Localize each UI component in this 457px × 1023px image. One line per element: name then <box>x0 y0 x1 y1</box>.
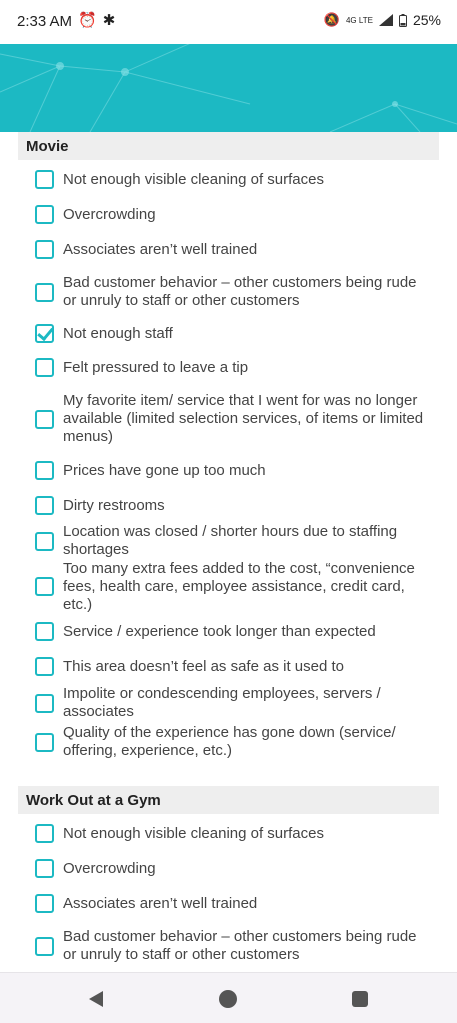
section-title: Work Out at a Gym <box>18 786 439 814</box>
checkbox-option[interactable] <box>0 197 457 232</box>
checkbox-option[interactable] <box>0 385 457 453</box>
status-time: 2:33 AM <box>17 13 73 30</box>
network-pattern-decoration <box>0 44 457 132</box>
checkbox[interactable] <box>35 824 54 843</box>
checkbox[interactable] <box>35 532 54 551</box>
status-bar <box>0 0 457 44</box>
checkbox[interactable] <box>35 358 54 377</box>
checkbox-option[interactable] <box>0 162 457 197</box>
checkbox-option[interactable] <box>0 232 457 267</box>
checkbox-option[interactable] <box>0 559 457 614</box>
checkbox-option[interactable] <box>0 523 457 559</box>
option-label: Bad customer behavior – other customers being rude or unruly to staff or other customers <box>63 928 417 963</box>
battery-icon <box>399 14 407 27</box>
option-label: Dirty restrooms <box>63 496 165 514</box>
signal-icon <box>379 14 393 26</box>
back-icon[interactable] <box>89 991 103 1007</box>
checkbox-option[interactable] <box>0 722 457 762</box>
alarm-clock-icon: ⏰ <box>78 12 103 29</box>
checkbox-option[interactable] <box>0 267 457 317</box>
section-title: Movie <box>18 132 439 160</box>
option-label: Associates aren’t well trained <box>63 894 258 912</box>
checkbox[interactable] <box>35 894 54 913</box>
checkbox[interactable] <box>35 170 54 189</box>
option-label: Quality of the experience has gone down (service/ offering, experience, etc.) <box>63 724 396 759</box>
option-label: Bad customer behavior – other customers being rude or unruly to staff or other customers <box>63 274 417 309</box>
checkbox-option[interactable] <box>0 317 457 350</box>
option-label: Not enough visible cleaning of surfaces <box>63 824 324 842</box>
bug-icon: ✱ <box>102 12 122 29</box>
checkbox[interactable] <box>35 622 54 641</box>
option-label: This area doesn’t feel as safe as it used to <box>63 657 344 675</box>
network-type: 4G LTE <box>345 15 373 25</box>
option-label: Felt pressured to leave a tip <box>63 358 249 376</box>
option-label: Overcrowding <box>63 859 156 877</box>
checkbox[interactable] <box>35 859 54 878</box>
option-label: Overcrowding <box>63 205 156 223</box>
checkbox[interactable] <box>35 657 54 676</box>
checkbox[interactable] <box>35 461 54 480</box>
checkbox-option[interactable] <box>0 488 457 523</box>
survey-section <box>0 786 457 971</box>
recents-icon[interactable] <box>352 991 368 1007</box>
checkbox[interactable] <box>35 283 54 302</box>
option-label: Not enough visible cleaning of surfaces <box>63 170 324 188</box>
home-icon[interactable] <box>219 990 237 1008</box>
option-label: Impolite or condescending employees, servers / associates <box>63 685 381 720</box>
checkbox-option[interactable] <box>0 684 457 722</box>
checkbox-option[interactable] <box>0 453 457 488</box>
checkbox[interactable] <box>35 577 54 596</box>
vibrate-off-icon: 🔕 <box>323 12 340 27</box>
checkbox-option[interactable] <box>0 851 457 886</box>
option-label: Service / experience took longer than expected <box>63 622 376 640</box>
checkbox-option[interactable] <box>0 921 457 971</box>
checkbox[interactable] <box>35 410 54 429</box>
checkbox-option[interactable] <box>0 614 457 649</box>
checkbox-option[interactable] <box>0 350 457 385</box>
app-header <box>0 44 457 132</box>
option-label: Too many extra fees added to the cost, “convenience fees, health care, employee assistance, credit card, etc.) <box>63 559 415 613</box>
checkbox[interactable] <box>35 496 54 515</box>
option-label: Not enough staff <box>63 324 173 342</box>
option-label: Location was closed / shorter hours due to staffing shortages <box>63 523 398 558</box>
checkbox[interactable] <box>35 937 54 956</box>
option-label: Prices have gone up too much <box>63 461 266 479</box>
checkbox[interactable] <box>35 240 54 259</box>
checkbox[interactable] <box>35 694 54 713</box>
battery-level: 25% <box>412 12 441 28</box>
option-label: My favorite item/ service that I went for was no longer available (limited selection services, of items or limited menus) <box>63 392 424 445</box>
checkbox[interactable] <box>35 205 54 224</box>
survey-section <box>0 132 457 762</box>
option-label: Associates aren’t well trained <box>63 240 258 258</box>
survey-content[interactable] <box>0 132 457 972</box>
checkbox-option[interactable] <box>0 886 457 921</box>
checkbox-option[interactable] <box>0 816 457 851</box>
navigation-bar <box>0 972 457 1023</box>
checkbox-checked[interactable] <box>35 324 54 343</box>
checkbox[interactable] <box>35 733 54 752</box>
checkbox-option[interactable] <box>0 649 457 684</box>
